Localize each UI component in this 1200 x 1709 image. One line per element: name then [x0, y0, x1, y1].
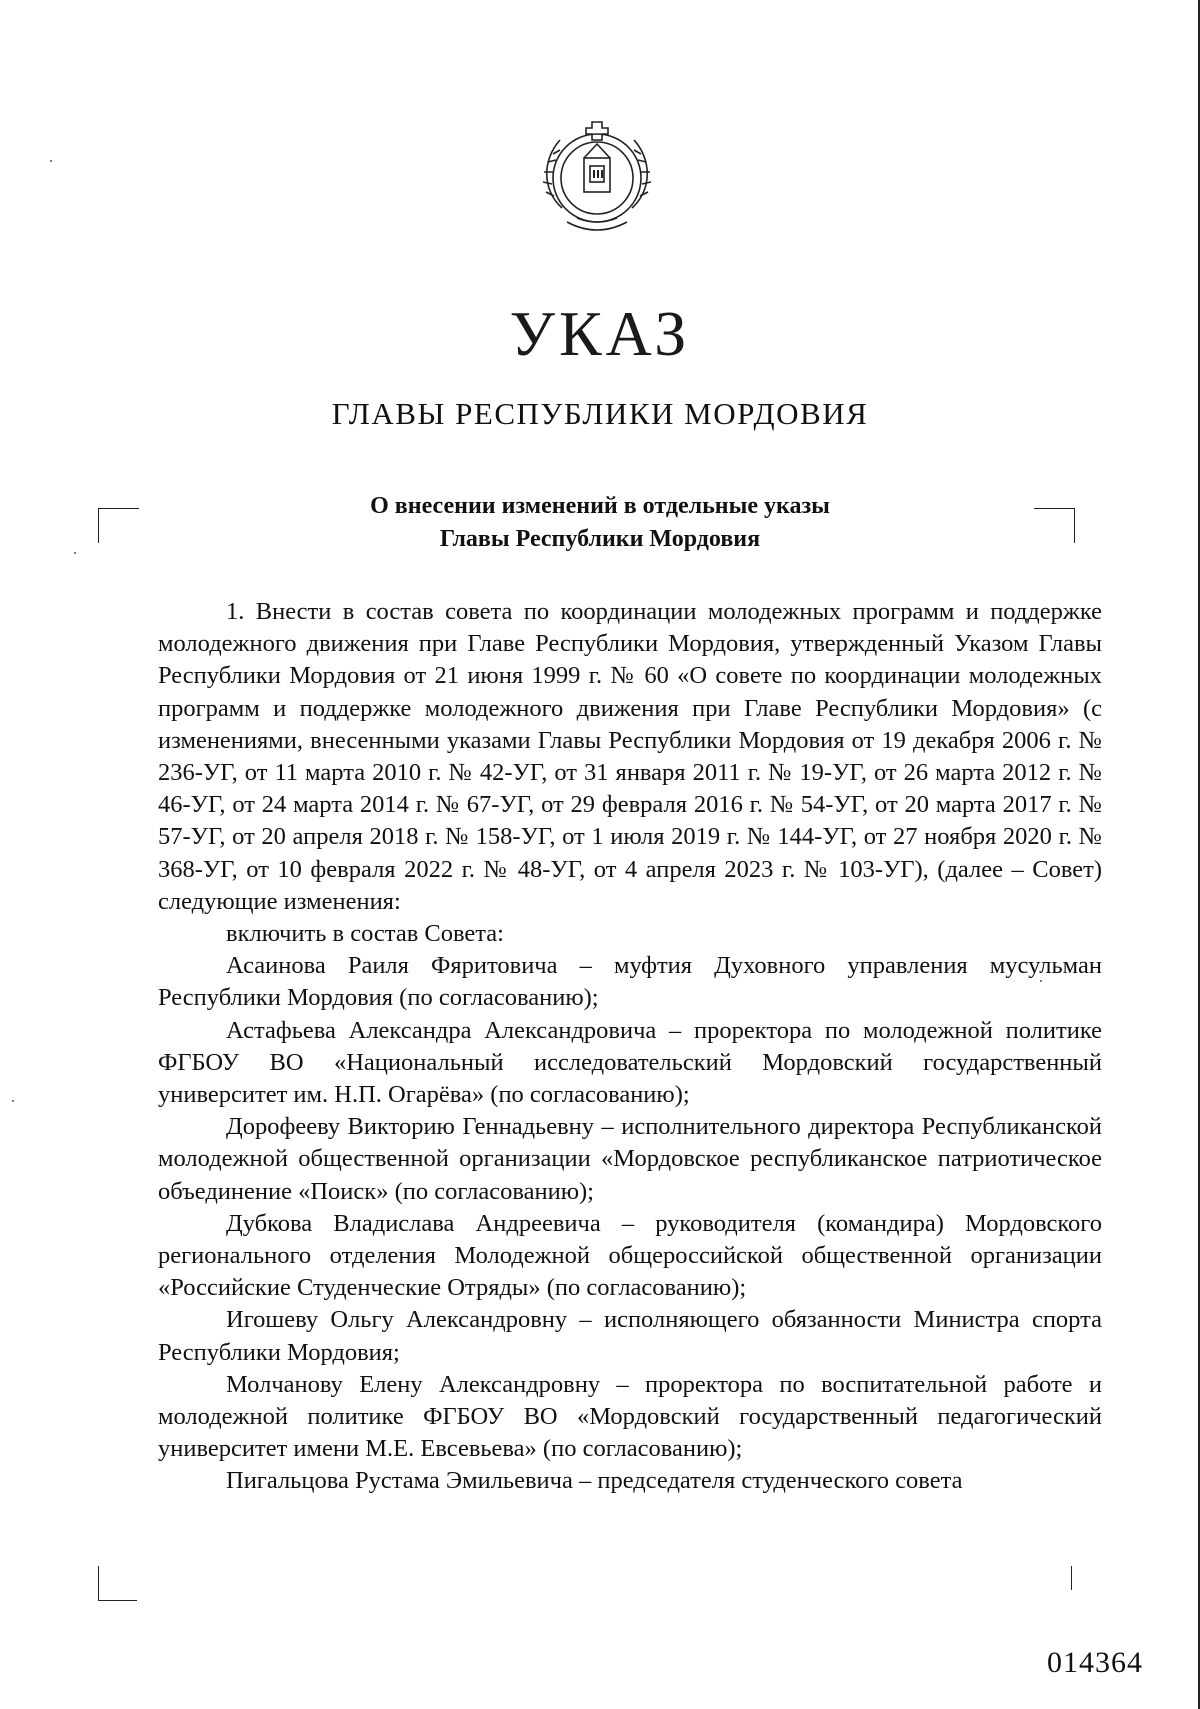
scan-speck: [50, 160, 52, 162]
document-number: 014364: [1047, 1646, 1143, 1679]
body-paragraph: включить в состав Совета:: [226, 920, 504, 948]
body-paragraph: Дубкова Владислава Андреевича – руководителя (командира) Мордовского регионального отделения Молодежной общероссийской общественной организации «Российские Студенческие Отряды» (по согласованию);: [158, 1209, 1102, 1302]
document-title-line-1: О внесении изменений в отдельные указы: [370, 493, 830, 519]
document-title-line-2: Главы Республики Мордовия: [439, 526, 761, 552]
body-paragraph: Молчанову Елену Александровну – проректора по воспитательной работе и молодежной политике ФГБОУ ВО «Мордовский государственный педагогический университет имени М.Е. Евсевьева» (по согласованию);: [158, 1370, 1102, 1463]
body-paragraph: Астафьева Александра Александровича – проректора по молодежной политике ФГБОУ ВО «Национальный исследовательский Мордовский государственный университет им. Н.П. Огарёва» (по согласованию);: [158, 1016, 1102, 1109]
body-paragraph: Дорофееву Викторию Геннадьевну – исполнительного директора Республиканской молодежной общественной организации «Мордовское республиканское патриотическое объединение «Поиск» (по согласованию);: [158, 1113, 1102, 1205]
document-body: [158, 596, 1102, 1498]
body-paragraph: Пигальцова Рустама Эмильевича – председателя студенческого совета: [226, 1467, 963, 1495]
coat-of-arms-emblem: [522, 100, 672, 250]
body-paragraph: Асаинова Раиля Фяритовича – муфтия Духовного управления мусульман Республики Мордовия (по согласованию);: [158, 952, 1102, 1012]
scan-speck: [74, 552, 76, 554]
corner-mark-bottom-right: [1071, 1566, 1072, 1590]
body-paragraph: Игошеву Ольгу Александровну – исполняющего обязанности Министра спорта Республики Мордовия;: [158, 1306, 1102, 1366]
body-paragraph: 1. Внести в состав совета по координации молодежных программ и поддержке молодежного движения при Главе Республики Мордовия, утвержденный Указом Главы Республики Мордовия от 21 июня 1999 г. № 60 «О совете по координации молодежных программ и поддержке молодежного движения при Главе Республики Мордовия» (с изменениями, внесенными указами Главы Республики Мордовия от 19 декабря 2006 г. № 236-УГ, от 11 марта 2010 г. № 42-УГ, от 31 января 2011 г. № 19-УГ, от 26 марта 2012 г. № 46-УГ, от 24 марта 2014 г. № 67-УГ, от 29 февраля 2016 г. № 54-УГ, от 20 марта 2017 г. № 57-УГ, от 20 апреля 2018 г. № 158-УГ, от 1 июля 2019 г. № 144-УГ, от 27 ноября 2020 г. № 368-УГ, от 10 февраля 2022 г. № 48-УГ, от 4 апреля 2023 г. № 103-УГ), (далее – Совет) следующие изменения:: [158, 598, 1102, 915]
corner-mark-bottom-left: [98, 1566, 137, 1601]
document-title: [0, 490, 1200, 556]
scan-speck: [12, 1100, 14, 1102]
document-type-heading: УКАЗ: [509, 298, 691, 369]
issuing-authority: ГЛАВЫ РЕСПУБЛИКИ МОРДОВИЯ: [331, 396, 869, 431]
scan-speck: [1040, 980, 1042, 982]
